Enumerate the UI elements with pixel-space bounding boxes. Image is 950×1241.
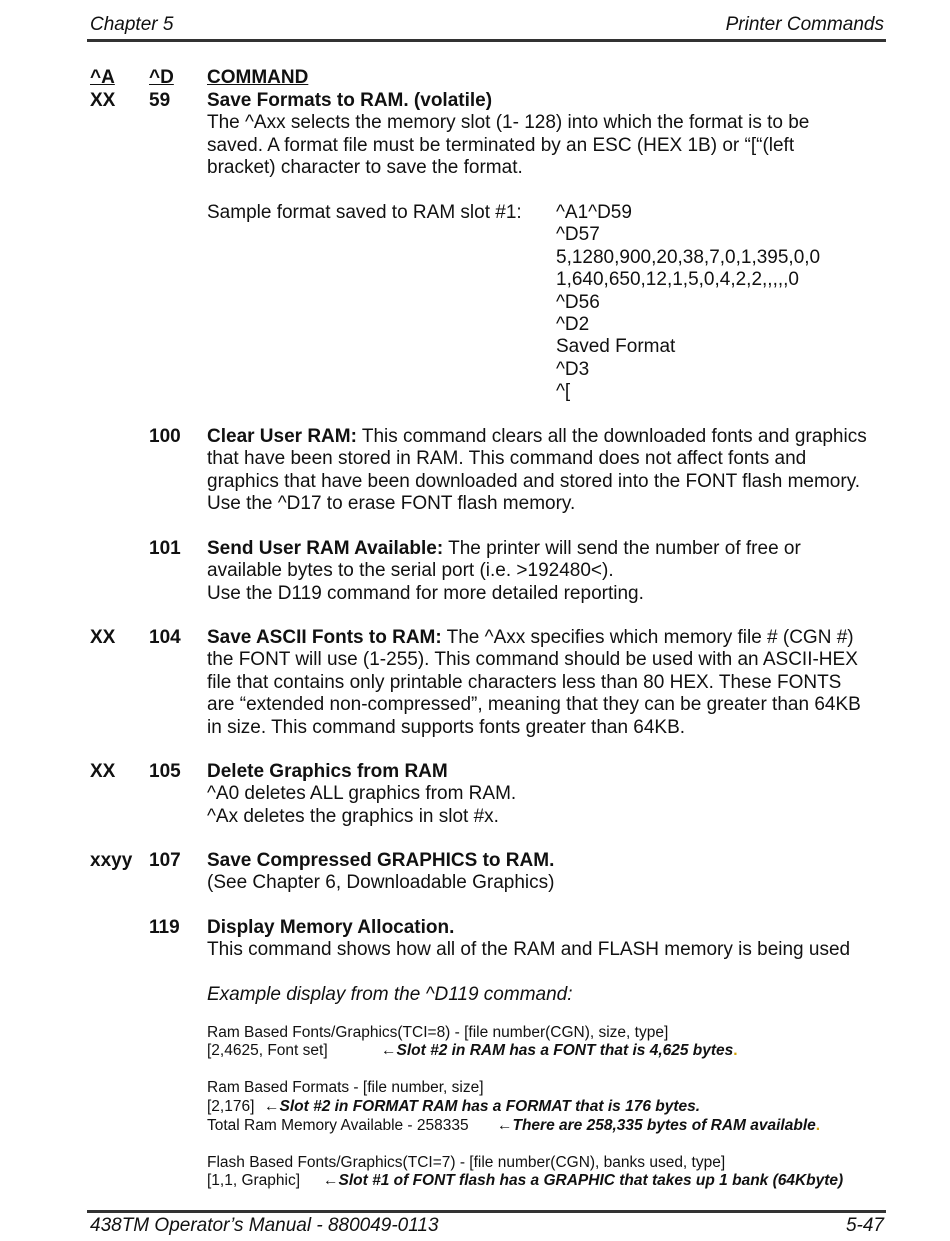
manual-title: 438TM Operator’s Manual - 880049-0113	[90, 1215, 439, 1236]
ex1-period: .	[733, 1042, 738, 1059]
chapter-label: Chapter 5	[90, 14, 174, 35]
cmd59-body	[207, 90, 897, 180]
header-rule	[87, 39, 886, 42]
cmd59-a: XX	[90, 90, 116, 111]
cmd100-line: Use the ^D17 to erase FONT flash memory.	[207, 493, 576, 515]
ex3-value: Total Ram Memory Available - 258335	[207, 1117, 469, 1134]
sample-line: Saved Format	[556, 336, 676, 358]
cmd104-d: 104	[149, 627, 181, 648]
cmd105-line: ^Ax deletes the graphics in slot #x.	[207, 805, 499, 827]
ex2-note: Slot #2 in FORMAT RAM has a FORMAT that is 176 bytes.	[279, 1098, 701, 1115]
ex2-annotation	[264, 1098, 700, 1117]
cmd107-body	[207, 850, 897, 895]
cmd104-line: the FONT will use (1-255). This command should be used with an ASCII-HEX	[207, 649, 858, 671]
sample-line: 1,640,650,12,1,5,0,4,2,2,,,,,0	[556, 269, 799, 291]
ex1-annotation	[381, 1042, 738, 1061]
page-footer	[90, 1215, 884, 1237]
page-number: 5-47	[845, 1215, 884, 1236]
ex3-note: There are 258,335 bytes of RAM available	[512, 1117, 816, 1134]
cmd104-title: Save ASCII Fonts to RAM:	[207, 627, 442, 648]
cmd119-d: 119	[149, 917, 180, 938]
cmd101-first: The printer will send the number of free or	[443, 538, 801, 559]
cmd119-body	[207, 917, 897, 962]
sample-line: ^D57	[556, 224, 600, 246]
cmd59-line: bracket) character to save the format.	[207, 157, 523, 179]
cmd105-a: XX	[90, 761, 116, 782]
cmd104-line: are “extended non-compressed”, meaning that they can be greater than 64KB	[207, 694, 861, 716]
left-arrow-icon: ←	[497, 1117, 513, 1134]
cmd101-d: 101	[149, 538, 181, 559]
cmd105-body	[207, 761, 897, 828]
cmd101-body	[207, 538, 897, 605]
ex3-period: .	[815, 1117, 821, 1134]
column-command-heading: COMMAND	[207, 67, 309, 88]
cmd59-line: The ^Axx selects the memory slot (1- 128) into which the format is to be	[207, 112, 810, 134]
left-arrow-icon: ←	[381, 1042, 397, 1059]
cmd105-title: Delete Graphics from RAM	[207, 761, 448, 782]
ex4-value: [1,1, Graphic]	[207, 1172, 301, 1189]
ex4-annotation	[323, 1172, 843, 1191]
cmd59-line: saved. A format file must be terminated by an ESC (HEX 1B) or “[“(left	[207, 134, 795, 156]
cmd100-line: that have been stored in RAM. This command does not affect fonts and	[207, 448, 807, 470]
cmd107-a: xxyy	[90, 850, 133, 871]
ex1-value: [2,4625, Font set]	[207, 1042, 328, 1059]
cmd59-d: 59	[149, 90, 171, 111]
cmd100-title: Clear User RAM:	[207, 426, 357, 447]
sample-line: ^D56	[556, 291, 600, 313]
cmd105-d: 105	[149, 761, 181, 782]
cmd101-line: available bytes to the serial port (i.e. >192480<).	[207, 560, 614, 582]
sample-format	[556, 202, 820, 404]
ex3-annotation	[497, 1117, 820, 1136]
cmd101-line: Use the D119 command for more detailed reporting.	[207, 582, 644, 604]
ex4-note: Slot #1 of FONT flash has a GRAPHIC that takes up 1 bank (64Kbyte)	[338, 1172, 844, 1189]
sample-line: ^D2	[556, 314, 590, 336]
example-heading: Example display from the ^D119 command:	[207, 984, 573, 1005]
cmd100-first: This command clears all the downloaded fonts and graphics	[356, 426, 867, 447]
left-arrow-icon: ←	[323, 1172, 339, 1189]
ex2-title: Ram Based Formats - [file number, size]	[207, 1079, 484, 1096]
cmd105-line: ^A0 deletes ALL graphics from RAM.	[207, 783, 517, 805]
sample-line: ^D3	[556, 358, 590, 380]
cmd107-line: (See Chapter 6, Downloadable Graphics)	[207, 872, 555, 894]
sample-line: 5,1280,900,20,38,7,0,1,395,0,0	[556, 246, 821, 268]
page-header	[90, 14, 884, 36]
cmd104-body	[207, 627, 897, 739]
sample-line: ^A1^D59	[556, 202, 632, 223]
column-d-heading: ^D	[149, 67, 174, 88]
cmd119-line: This command shows how all of the RAM and FLASH memory is being used	[207, 939, 851, 961]
ex1-title: Ram Based Fonts/Graphics(TCI=8) - [file number(CGN), size, type]	[207, 1024, 669, 1041]
cmd100-body	[207, 426, 897, 516]
sample-line: ^[	[556, 381, 571, 403]
column-a-heading: ^A	[90, 67, 115, 88]
cmd100-line: graphics that have been downloaded and stored into the FONT flash memory.	[207, 470, 861, 492]
ex4-title: Flash Based Fonts/Graphics(TCI=7) - [file number(CGN), banks used, type]	[207, 1154, 726, 1171]
ex2-value: [2,176]	[207, 1098, 255, 1115]
sample-label: Sample format saved to RAM slot #1:	[207, 202, 522, 223]
cmd100-d: 100	[149, 426, 181, 447]
cmd101-title: Send User RAM Available:	[207, 538, 444, 559]
section-title: Printer Commands	[725, 14, 884, 35]
cmd107-title: Save Compressed GRAPHICS to RAM.	[207, 850, 555, 871]
footer-rule	[87, 1210, 886, 1213]
cmd104-first: The ^Axx specifies which memory file # (CGN #)	[441, 627, 854, 648]
cmd104-line: in size. This command supports fonts greater than 64KB.	[207, 716, 686, 738]
cmd104-line: file that contains only printable characters less than 80 HEX. These FONTS	[207, 671, 842, 693]
cmd107-d: 107	[149, 850, 181, 871]
ex1-note: Slot #2 in RAM has a FONT that is 4,625 bytes	[396, 1042, 734, 1059]
left-arrow-icon: ←	[264, 1098, 280, 1115]
cmd59-title: Save Formats to RAM. (volatile)	[207, 90, 493, 111]
cmd119-title: Display Memory Allocation.	[207, 917, 455, 938]
cmd104-a: XX	[90, 627, 116, 648]
